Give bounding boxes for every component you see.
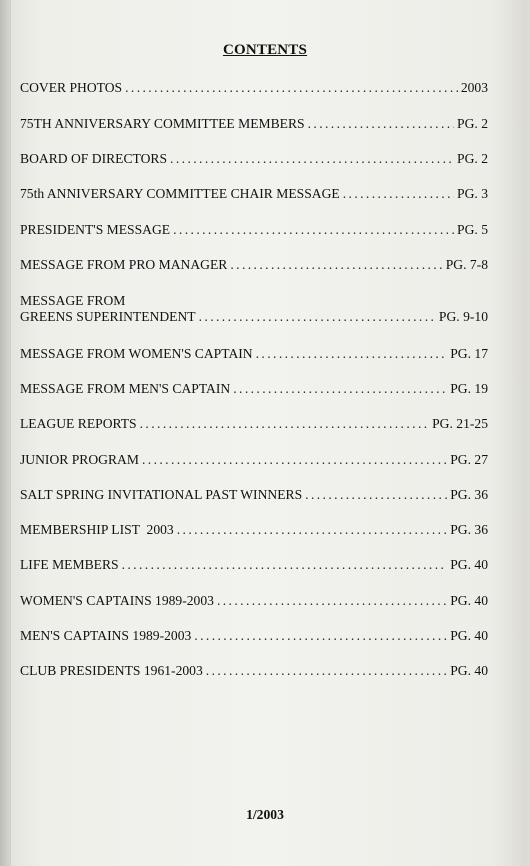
toc-entry-page: PG. 40 [450, 557, 488, 572]
toc-entry-club-presidents [20, 663, 488, 679]
dot-leader [256, 346, 448, 362]
toc-entry-label: GREENS SUPERINTENDENT [20, 309, 196, 324]
toc-entry-label: PRESIDENT'S MESSAGE [20, 222, 171, 237]
dot-leader [125, 80, 458, 96]
toc-entry-page: PG. 40 [450, 628, 488, 643]
dot-leader [177, 522, 448, 538]
toc-entry-chair-message [20, 186, 488, 202]
toc-entry-label: CLUB PRESIDENTS 1961-2003 [20, 663, 203, 678]
toc-entry-label: SALT SPRING INVITATIONAL PAST WINNERS [20, 487, 303, 502]
toc-entry-page: PG. 17 [450, 346, 488, 361]
contents-title: CONTENTS [222, 42, 308, 58]
dot-leader [343, 186, 454, 202]
dot-leader [233, 381, 447, 397]
toc-entry-label: COVER PHOTOS [20, 80, 123, 95]
dot-leader [170, 151, 454, 167]
toc-entry-label: MEN'S CAPTAINS 1989-2003 [20, 628, 192, 643]
toc-entry-page: PG. 3 [457, 186, 488, 201]
dot-leader [305, 487, 447, 503]
toc-entry-label: LIFE MEMBERS [20, 557, 119, 572]
toc-entry-label: BOARD OF DIRECTORS [20, 151, 168, 166]
toc-entry-womens-captain [20, 346, 488, 362]
dot-leader [142, 452, 447, 468]
toc-entry-page: PG. 7-8 [445, 257, 488, 272]
dot-leader [194, 628, 447, 644]
toc-entry-pro-manager [20, 257, 488, 273]
toc-entry-womens-captains-list [20, 593, 488, 609]
toc-entry-greens-superintendent [20, 293, 488, 325]
toc-entry-page: PG. 36 [450, 522, 488, 537]
toc-entry-label-line1: MESSAGE FROM [20, 293, 126, 308]
toc-entry-cover-photos [20, 80, 488, 96]
dot-leader [308, 116, 454, 132]
toc-entry-label: 75TH ANNIVERSARY COMMITTEE MEMBERS [20, 116, 305, 131]
toc-entry-page: 2003 [460, 80, 488, 95]
toc-entry-page: PG. 2 [457, 151, 488, 166]
toc-entry-page: PG. 36 [450, 487, 488, 502]
dot-leader [217, 593, 447, 609]
toc-entry-junior-program [20, 452, 488, 468]
dot-leader [122, 557, 448, 573]
toc-entry-page: PG. 5 [457, 222, 488, 237]
page-binding-edge [0, 0, 10, 866]
toc-entry-page: PG. 21-25 [432, 416, 488, 431]
toc-entry-page: PG. 19 [450, 381, 488, 396]
toc-entry-label: WOMEN'S CAPTAINS 1989-2003 [20, 593, 214, 608]
toc-entry-label: 75th ANNIVERSARY COMMITTEE CHAIR MESSAGE [20, 186, 340, 201]
dot-leader [140, 416, 429, 432]
toc-entry-presidents-message [20, 222, 488, 238]
toc-entry-label: MEMBERSHIP LIST 2003 [20, 522, 174, 537]
toc-entry-mens-captains-list [20, 628, 488, 644]
toc-entry-board-of-directors [20, 151, 488, 167]
dot-leader [230, 257, 442, 273]
toc-entry-label: MESSAGE FROM PRO MANAGER [20, 257, 228, 272]
toc-entry-label: MESSAGE FROM WOMEN'S CAPTAIN [20, 346, 253, 361]
toc-entry-invitational-winners [20, 487, 488, 503]
dot-leader [206, 663, 447, 679]
toc-entry-membership-list [20, 522, 488, 538]
toc-entry-label: JUNIOR PROGRAM [20, 452, 139, 467]
toc-entry-page: PG. 2 [457, 116, 488, 131]
toc-entry-mens-captain [20, 381, 488, 397]
dot-leader [173, 222, 454, 238]
toc-entry-committee-members [20, 116, 488, 132]
toc-entry-league-reports [20, 416, 488, 432]
toc-entry-page: PG. 27 [450, 452, 488, 467]
toc-entry-label: LEAGUE REPORTS [20, 416, 137, 431]
toc-entry-label: MESSAGE FROM MEN'S CAPTAIN [20, 381, 231, 396]
page-footer: 1/2003 [246, 807, 284, 822]
toc-entry-page: PG. 40 [450, 593, 488, 608]
toc-entry-page: PG. 40 [450, 663, 488, 678]
toc-entry-life-members [20, 557, 488, 573]
toc-entry-page: PG. 9-10 [438, 309, 488, 324]
dot-leader [199, 309, 436, 325]
